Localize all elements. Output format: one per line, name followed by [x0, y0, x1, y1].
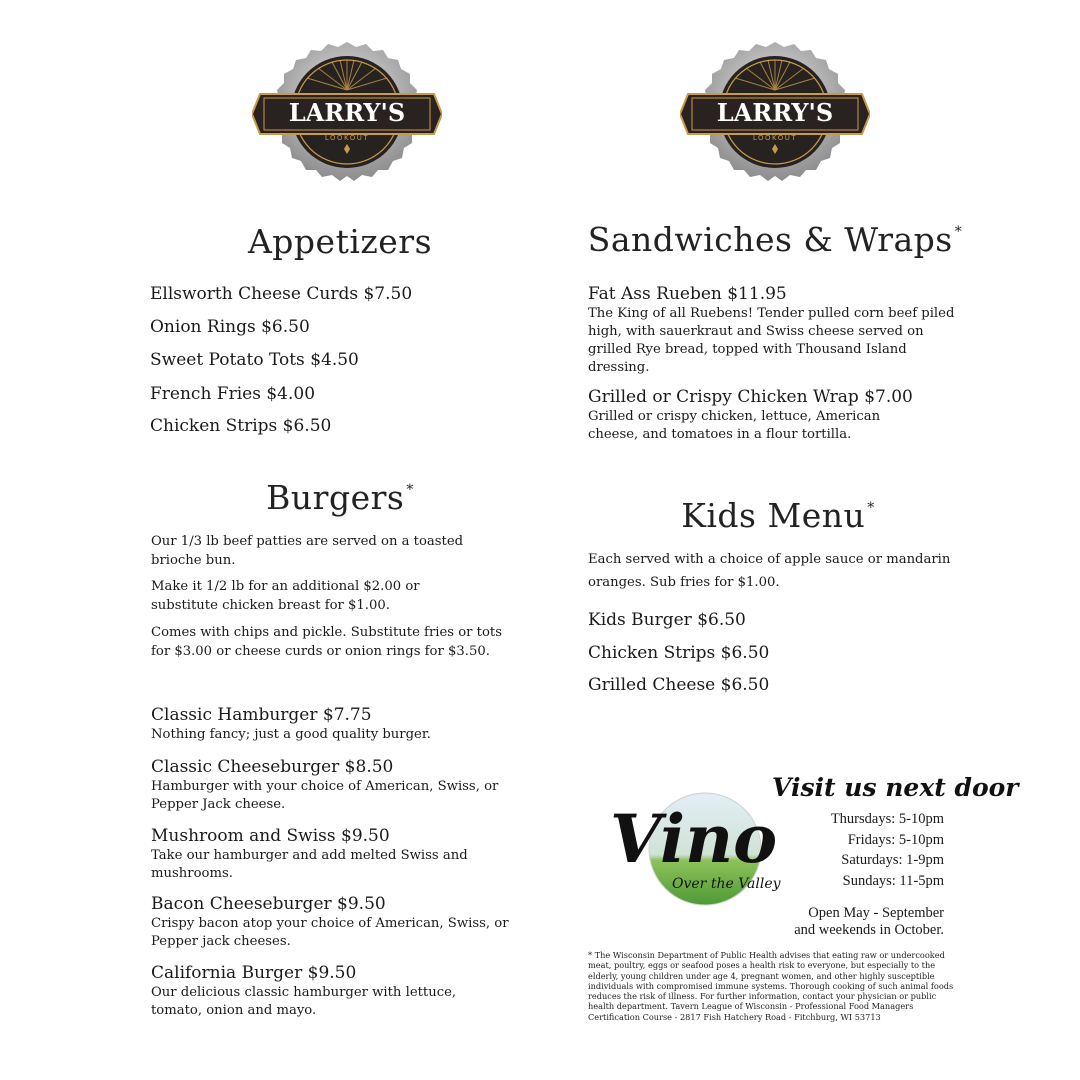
burgers-note: Make it 1/2 lb for an additional $2.00 or substitute chicken breast for $1.00. — [151, 579, 420, 613]
logo-tagline-text: LOOKOUT — [324, 134, 370, 142]
vino-logo — [608, 792, 788, 912]
appetizer-item: Sweet Potato Tots $4.50 — [150, 350, 359, 370]
sandwich-item — [588, 284, 966, 377]
appetizer-item: Onion Rings $6.50 — [150, 317, 310, 337]
burgers-heading: Burgers * — [266, 478, 414, 517]
item-name: Mushroom and Swiss $9.50 — [151, 826, 390, 846]
sandwiches-asterisk: * — [954, 224, 963, 240]
vino-hours — [790, 809, 944, 891]
logo-tagline-text: LOOKOUT — [752, 134, 798, 142]
kids-item: Chicken Strips $6.50 — [588, 643, 770, 663]
item-description: Nothing fancy; just a good quality burger. — [151, 727, 431, 742]
vino-logo-subtitle: Over the Valley — [672, 876, 781, 892]
item-description: Take our hamburger and add melted Swiss and mushrooms. — [151, 848, 468, 881]
sandwiches-heading: Sandwiches & Wraps * — [587, 220, 963, 259]
hours-line: Fridays: 5-10pm — [847, 831, 944, 848]
hours-line: Thursdays: 5-10pm — [830, 811, 944, 827]
sandwich-item — [588, 387, 928, 444]
logo-brand-text: LARRY'S — [288, 98, 406, 127]
appetizer-item: French Fries $4.00 — [150, 384, 316, 404]
health-disclaimer: * The Wisconsin Department of Public Health advises that eating raw or undercooked meat, poultry, eggs or seafood poses a health risk to everyone, but especially to the elderly, young children under age 4, pregnant women, and other highly susceptible individuals with compromised immune systems. Thorough cooking of such animal foods reduces the risk of illness. For further information, contact your physician or public health department. Tavern League of Wisconsin - Professional Food Managers Certification Course - 2817 Fish Hatchery Road - Fitchburg, WI 53713 — [588, 950, 954, 1022]
bottle-cap-logo-icon — [680, 42, 870, 182]
larrys-lookout-logo-right — [680, 42, 870, 182]
hours-line: Saturdays: 1-9pm — [841, 852, 944, 868]
season-line: and weekends in October. — [794, 922, 944, 938]
larrys-lookout-logo-left — [252, 42, 442, 182]
burgers-note: Our 1/3 lb beef patties are served on a toasted brioche bun. — [151, 534, 464, 568]
kids-menu-heading: Kids Menu * — [681, 496, 875, 535]
kids-item: Kids Burger $6.50 — [588, 610, 746, 630]
item-name: Grilled or Crispy Chicken Wrap $7.00 — [588, 387, 913, 407]
item-description: The King of all Ruebens! Tender pulled corn beef piled high, with sauerkraut and Swiss cheese served on grilled Rye bread, topped with Thousand Island dressing. — [588, 306, 955, 375]
appetizers-heading: Appetizers — [247, 222, 433, 261]
burger-item — [151, 705, 526, 744]
item-name: Bacon Cheeseburger $9.50 — [151, 894, 386, 914]
item-name: Classic Hamburger $7.75 — [151, 705, 372, 725]
burger-item — [151, 826, 516, 883]
burgers-asterisk: * — [406, 482, 414, 498]
burger-item — [151, 757, 526, 814]
visit-next-door-heading: Visit us next door — [772, 773, 1019, 802]
burger-item — [151, 963, 511, 1020]
kids-note: Each served with a choice of apple sauce or mandarin oranges. Sub fries for $1.00. — [588, 552, 951, 590]
burgers-note: Comes with chips and pickle. Substitute fries or tots for $3.00 or cheese curds or onion rings for $3.50. — [151, 625, 502, 659]
kids-asterisk: * — [867, 500, 875, 516]
bottle-cap-logo-icon — [252, 42, 442, 182]
vino-season — [760, 905, 944, 939]
item-description: Crispy bacon atop your choice of American, Swiss, or Pepper jack cheeses. — [151, 916, 509, 949]
appetizer-item: Chicken Strips $6.50 — [150, 416, 332, 436]
kids-item: Grilled Cheese $6.50 — [588, 675, 770, 695]
item-description: Grilled or crispy chicken, lettuce, American cheese, and tomatoes in a flour tortilla. — [588, 409, 881, 442]
item-name: Fat Ass Rueben $11.95 — [588, 284, 787, 304]
appetizer-item: Ellsworth Cheese Curds $7.50 — [150, 284, 413, 304]
item-name: Classic Cheeseburger $8.50 — [151, 757, 394, 777]
item-name: California Burger $9.50 — [151, 963, 357, 983]
vino-logo-word: Vino — [610, 800, 778, 878]
item-description: Our delicious classic hamburger with lettuce, tomato, onion and mayo. — [151, 985, 457, 1018]
hours-line: Sundays: 11-5pm — [842, 872, 944, 889]
logo-brand-text: LARRY'S — [716, 98, 834, 127]
burger-item — [151, 894, 526, 951]
item-description: Hamburger with your choice of American, Swiss, or Pepper Jack cheese. — [151, 779, 499, 812]
season-line: Open May - September — [808, 905, 944, 921]
